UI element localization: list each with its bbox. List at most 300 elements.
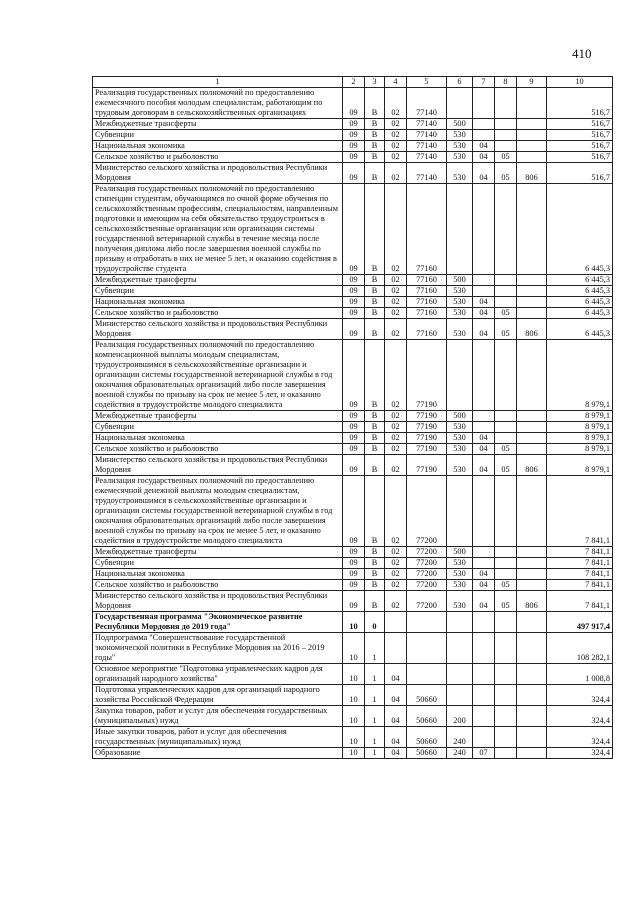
code-cell: 09 — [343, 152, 365, 163]
code-cell — [447, 184, 473, 275]
amount-cell: 497 917,4 — [547, 612, 613, 633]
code-cell: 1 — [365, 685, 385, 706]
code-cell: В — [365, 569, 385, 580]
code-cell: 04 — [385, 748, 407, 759]
code-cell: В — [365, 297, 385, 308]
code-cell: В — [365, 130, 385, 141]
code-cell: 09 — [343, 569, 365, 580]
table-row — [93, 422, 613, 433]
amount-cell: 7 841,1 — [547, 591, 613, 612]
amount-cell: 6 445,3 — [547, 308, 613, 319]
code-cell: 04 — [385, 706, 407, 727]
row-name-cell: Национальная экономика — [93, 141, 343, 152]
row-name-cell: Реализация государственных полномочий по предоставлению стипендии студентам, обучающимся по очной форме обучения по сельскохозяйственным профессиям, специальностям, направленным подготовки и имеющим на себя обязательство трудоустроиться в сельскохозяйственные организации или организации системы государственной ветеринарной службы в течение месяца после получения диплома либо после завершения военной службы по призыву и отработать в них не менее 5 лет, и оказанию содействия в трудоустройстве студента — [93, 184, 343, 275]
code-cell — [495, 612, 517, 633]
code-cell: 77200 — [407, 569, 447, 580]
row-name-cell: Сельское хозяйство и рыболовство — [93, 308, 343, 319]
code-cell: 02 — [385, 547, 407, 558]
amount-cell: 8 979,1 — [547, 340, 613, 411]
code-cell — [517, 633, 547, 664]
amount-cell: 7 841,1 — [547, 476, 613, 547]
table-row — [93, 569, 613, 580]
code-cell: В — [365, 340, 385, 411]
code-cell: 806 — [517, 163, 547, 184]
row-name-cell: Реализация государственных полномочий по предоставлению ежемесячной денежной выплаты молодым специалистам, трудоустроившимся в сельскохозяйственные организации и организации системы государственной ветеринарной службы в год окончания образовательных организаций либо после завершения военной службы по призыву на срок не менее 5 лет, и оказанию содействия в трудоустройстве молодого специалиста — [93, 476, 343, 547]
code-cell: 530 — [447, 152, 473, 163]
code-cell — [473, 685, 495, 706]
code-cell: В — [365, 433, 385, 444]
row-name-cell: Подготовка управленческих кадров для организаций народного хозяйства Российской Федерации — [93, 685, 343, 706]
code-cell — [447, 476, 473, 547]
code-cell: 05 — [495, 308, 517, 319]
amount-cell: 324,4 — [547, 727, 613, 748]
code-cell: 02 — [385, 130, 407, 141]
code-cell: В — [365, 141, 385, 152]
code-cell: 02 — [385, 433, 407, 444]
code-cell: 500 — [447, 119, 473, 130]
code-cell — [495, 141, 517, 152]
code-cell: 09 — [343, 455, 365, 476]
code-cell: 09 — [343, 130, 365, 141]
code-cell: 10 — [343, 706, 365, 727]
code-cell: 530 — [447, 319, 473, 340]
code-cell: 02 — [385, 591, 407, 612]
column-header: 1 — [93, 77, 343, 88]
code-cell — [473, 130, 495, 141]
code-cell: 77160 — [407, 184, 447, 275]
code-cell — [495, 184, 517, 275]
code-cell: 50660 — [407, 748, 447, 759]
code-cell — [517, 444, 547, 455]
code-cell: 77140 — [407, 141, 447, 152]
code-cell: В — [365, 422, 385, 433]
code-cell — [517, 152, 547, 163]
code-cell — [495, 748, 517, 759]
code-cell: 500 — [447, 275, 473, 286]
code-cell: 02 — [385, 275, 407, 286]
table-row — [93, 152, 613, 163]
code-cell — [447, 88, 473, 119]
row-name-cell: Закупка товаров, работ и услуг для обеспечения государственных (муниципальных) нужд — [93, 706, 343, 727]
table-row — [93, 119, 613, 130]
table-row — [93, 476, 613, 547]
amount-cell: 6 445,3 — [547, 297, 613, 308]
amount-cell: 8 979,1 — [547, 422, 613, 433]
code-cell — [517, 422, 547, 433]
code-cell: 530 — [447, 286, 473, 297]
column-header: 3 — [365, 77, 385, 88]
code-cell — [473, 664, 495, 685]
column-header: 5 — [407, 77, 447, 88]
code-cell — [495, 558, 517, 569]
page-number: 410 — [572, 46, 592, 61]
code-cell: 04 — [385, 664, 407, 685]
table-row — [93, 184, 613, 275]
code-cell: В — [365, 558, 385, 569]
code-cell — [495, 411, 517, 422]
code-cell — [473, 340, 495, 411]
table-row — [93, 297, 613, 308]
table-body — [93, 88, 613, 759]
code-cell — [473, 547, 495, 558]
code-cell: 04 — [473, 455, 495, 476]
code-cell: 02 — [385, 422, 407, 433]
code-cell: 09 — [343, 184, 365, 275]
row-name-cell: Основное мероприятие "Подготовка управленческих кадров для организаций народного хозяйства" — [93, 664, 343, 685]
table-row — [93, 275, 613, 286]
code-cell: В — [365, 547, 385, 558]
amount-cell: 8 979,1 — [547, 444, 613, 455]
code-cell: В — [365, 184, 385, 275]
row-name-cell: Подпрограмма "Совершенствование государственной экономической политики в Республике Мордовия на 2016 – 2019 годы" — [93, 633, 343, 664]
code-cell: 806 — [517, 591, 547, 612]
code-cell: 240 — [447, 727, 473, 748]
code-cell — [517, 88, 547, 119]
code-cell — [473, 88, 495, 119]
amount-cell: 324,4 — [547, 685, 613, 706]
code-cell: В — [365, 411, 385, 422]
code-cell — [473, 422, 495, 433]
code-cell: 10 — [343, 664, 365, 685]
column-header: 10 — [547, 77, 613, 88]
table-row — [93, 308, 613, 319]
code-cell — [517, 119, 547, 130]
code-cell: 530 — [447, 141, 473, 152]
code-cell: В — [365, 119, 385, 130]
row-name-cell: Национальная экономика — [93, 569, 343, 580]
code-cell: 77200 — [407, 591, 447, 612]
column-header: 4 — [385, 77, 407, 88]
code-cell: 77140 — [407, 130, 447, 141]
row-name-cell: Министерство сельского хозяйства и продовольствия Республики Мордовия — [93, 455, 343, 476]
column-header: 7 — [473, 77, 495, 88]
table-row — [93, 130, 613, 141]
row-name-cell: Межбюджетные трансферты — [93, 547, 343, 558]
code-cell: 04 — [473, 580, 495, 591]
amount-cell: 516,7 — [547, 130, 613, 141]
code-cell: 09 — [343, 319, 365, 340]
row-name-cell: Национальная экономика — [93, 433, 343, 444]
table-row — [93, 455, 613, 476]
code-cell: В — [365, 591, 385, 612]
code-cell — [495, 664, 517, 685]
code-cell — [447, 633, 473, 664]
code-cell — [495, 297, 517, 308]
code-cell: 1 — [365, 727, 385, 748]
code-cell: 77160 — [407, 286, 447, 297]
code-cell — [495, 422, 517, 433]
amount-cell: 6 445,3 — [547, 184, 613, 275]
code-cell: 530 — [447, 308, 473, 319]
amount-cell: 7 841,1 — [547, 569, 613, 580]
code-cell — [495, 476, 517, 547]
code-cell: 09 — [343, 476, 365, 547]
code-cell — [517, 580, 547, 591]
code-cell: 530 — [447, 558, 473, 569]
amount-cell: 516,7 — [547, 119, 613, 130]
code-cell — [517, 706, 547, 727]
row-name-cell: Субвенции — [93, 286, 343, 297]
row-name-cell: Сельское хозяйство и рыболовство — [93, 444, 343, 455]
code-cell: 02 — [385, 455, 407, 476]
code-cell — [447, 664, 473, 685]
code-cell: 500 — [447, 547, 473, 558]
code-cell: 77200 — [407, 476, 447, 547]
column-header: 9 — [517, 77, 547, 88]
table-row — [93, 580, 613, 591]
table-row — [93, 591, 613, 612]
code-cell: 530 — [447, 444, 473, 455]
code-cell: 05 — [495, 591, 517, 612]
code-cell: 10 — [343, 612, 365, 633]
table-row — [93, 433, 613, 444]
row-name-cell: Субвенции — [93, 130, 343, 141]
code-cell: 50660 — [407, 706, 447, 727]
code-cell: 77140 — [407, 163, 447, 184]
code-cell: 05 — [495, 152, 517, 163]
code-cell — [517, 130, 547, 141]
code-cell: 10 — [343, 748, 365, 759]
code-cell: 77160 — [407, 275, 447, 286]
code-cell: 09 — [343, 308, 365, 319]
code-cell: 530 — [447, 580, 473, 591]
code-cell: 530 — [447, 455, 473, 476]
code-cell: 05 — [495, 319, 517, 340]
code-cell: 04 — [473, 444, 495, 455]
code-cell: В — [365, 163, 385, 184]
code-cell — [473, 612, 495, 633]
code-cell: 09 — [343, 547, 365, 558]
code-cell — [447, 685, 473, 706]
row-name-cell: Реализация государственных полномочий по предоставлению компенсационной выплаты молодым специалистам, трудоустроившимся в сельскохозяйственные организации и организации системы государственной ветеринарной службы в год окончания образовательных организаций либо после завершения военной службы по призыву на срок не менее 5 лет, и оказанию содействия в трудоустройстве молодого специалиста — [93, 340, 343, 411]
row-name-cell: Министерство сельского хозяйства и продовольствия Республики Мордовия — [93, 319, 343, 340]
code-cell: 806 — [517, 455, 547, 476]
code-cell: 50660 — [407, 685, 447, 706]
table-row — [93, 141, 613, 152]
code-cell — [495, 706, 517, 727]
code-cell: 04 — [385, 727, 407, 748]
code-cell: 09 — [343, 558, 365, 569]
amount-cell: 6 445,3 — [547, 275, 613, 286]
amount-cell: 324,4 — [547, 706, 613, 727]
row-name-cell: Межбюджетные трансферты — [93, 411, 343, 422]
column-header: 6 — [447, 77, 473, 88]
code-cell: В — [365, 88, 385, 119]
code-cell: В — [365, 580, 385, 591]
table-row — [93, 547, 613, 558]
code-cell — [473, 119, 495, 130]
code-cell: 200 — [447, 706, 473, 727]
code-cell — [473, 706, 495, 727]
code-cell — [407, 612, 447, 633]
code-cell: 02 — [385, 558, 407, 569]
code-cell — [517, 748, 547, 759]
table-row — [93, 558, 613, 569]
code-cell: 806 — [517, 319, 547, 340]
code-cell — [385, 633, 407, 664]
code-cell: 09 — [343, 591, 365, 612]
code-cell — [517, 612, 547, 633]
amount-cell: 6 445,3 — [547, 286, 613, 297]
code-cell: 09 — [343, 411, 365, 422]
table-row — [93, 411, 613, 422]
row-name-cell: Иные закупки товаров, работ и услуг для обеспечения государственных (муниципальных) нужд — [93, 727, 343, 748]
code-cell: 530 — [447, 297, 473, 308]
code-cell: 77190 — [407, 411, 447, 422]
header-row — [93, 77, 613, 88]
code-cell: 02 — [385, 476, 407, 547]
code-cell: 09 — [343, 297, 365, 308]
table-row — [93, 633, 613, 664]
code-cell — [473, 727, 495, 748]
amount-cell: 8 979,1 — [547, 433, 613, 444]
code-cell: 09 — [343, 163, 365, 184]
code-cell — [473, 286, 495, 297]
code-cell: 50660 — [407, 727, 447, 748]
code-cell — [473, 476, 495, 547]
code-cell — [517, 664, 547, 685]
table-row — [93, 748, 613, 759]
row-name-cell: Межбюджетные трансферты — [93, 275, 343, 286]
code-cell — [517, 569, 547, 580]
code-cell: 02 — [385, 297, 407, 308]
row-name-cell: Реализация государственных полномочий по предоставлению ежемесячного пособия молодым специалистам, работающим по трудовым договорам в сельскохозяйственных организациях — [93, 88, 343, 119]
code-cell — [473, 558, 495, 569]
code-cell — [407, 664, 447, 685]
table-row — [93, 664, 613, 685]
code-cell: 77200 — [407, 558, 447, 569]
code-cell — [517, 411, 547, 422]
amount-cell: 8 979,1 — [547, 411, 613, 422]
code-cell: 04 — [473, 152, 495, 163]
amount-cell: 516,7 — [547, 163, 613, 184]
code-cell: 02 — [385, 184, 407, 275]
row-name-cell: Образование — [93, 748, 343, 759]
code-cell: 530 — [447, 591, 473, 612]
code-cell — [447, 340, 473, 411]
code-cell: 77190 — [407, 422, 447, 433]
row-name-cell: Субвенции — [93, 422, 343, 433]
code-cell: В — [365, 476, 385, 547]
row-name-cell: Министерство сельского хозяйства и продовольствия Республики Мордовия — [93, 591, 343, 612]
code-cell: 05 — [495, 163, 517, 184]
code-cell: 09 — [343, 433, 365, 444]
code-cell: 02 — [385, 286, 407, 297]
code-cell — [517, 275, 547, 286]
code-cell: 77140 — [407, 152, 447, 163]
code-cell: 04 — [473, 591, 495, 612]
code-cell — [495, 88, 517, 119]
code-cell: 530 — [447, 163, 473, 184]
column-header: 2 — [343, 77, 365, 88]
code-cell — [517, 286, 547, 297]
code-cell: 77160 — [407, 319, 447, 340]
row-name-cell: Национальная экономика — [93, 297, 343, 308]
code-cell — [473, 411, 495, 422]
amount-cell: 7 841,1 — [547, 547, 613, 558]
code-cell — [495, 275, 517, 286]
code-cell — [495, 633, 517, 664]
code-cell: 05 — [495, 580, 517, 591]
code-cell — [517, 308, 547, 319]
row-name-cell: Сельское хозяйство и рыболовство — [93, 152, 343, 163]
code-cell: 240 — [447, 748, 473, 759]
code-cell: 04 — [473, 141, 495, 152]
amount-cell: 324,4 — [547, 748, 613, 759]
code-cell: 10 — [343, 633, 365, 664]
table-row — [93, 706, 613, 727]
code-cell: 09 — [343, 141, 365, 152]
amount-cell: 6 445,3 — [547, 319, 613, 340]
code-cell — [517, 297, 547, 308]
code-cell: В — [365, 444, 385, 455]
table-row — [93, 319, 613, 340]
code-cell: 04 — [473, 319, 495, 340]
code-cell: 77140 — [407, 88, 447, 119]
code-cell: 77190 — [407, 455, 447, 476]
code-cell: 02 — [385, 163, 407, 184]
code-cell: 77190 — [407, 433, 447, 444]
code-cell: В — [365, 286, 385, 297]
code-cell: 05 — [495, 455, 517, 476]
amount-cell: 1 008,8 — [547, 664, 613, 685]
code-cell: 02 — [385, 119, 407, 130]
code-cell — [517, 433, 547, 444]
code-cell: 530 — [447, 433, 473, 444]
code-cell: 1 — [365, 706, 385, 727]
code-cell: 530 — [447, 422, 473, 433]
code-cell — [517, 727, 547, 748]
code-cell: 04 — [385, 685, 407, 706]
code-cell: 10 — [343, 727, 365, 748]
code-cell: В — [365, 308, 385, 319]
amount-cell: 516,7 — [547, 152, 613, 163]
amount-cell: 516,7 — [547, 141, 613, 152]
code-cell: 05 — [495, 444, 517, 455]
code-cell: 02 — [385, 340, 407, 411]
code-cell — [517, 685, 547, 706]
code-cell — [473, 633, 495, 664]
column-header: 8 — [495, 77, 517, 88]
row-name-cell: Субвенции — [93, 558, 343, 569]
code-cell: 02 — [385, 580, 407, 591]
code-cell: 04 — [473, 433, 495, 444]
budget-table — [92, 76, 613, 759]
table-row — [93, 163, 613, 184]
code-cell: 77160 — [407, 308, 447, 319]
table-row — [93, 340, 613, 411]
code-cell: 09 — [343, 422, 365, 433]
code-cell — [495, 340, 517, 411]
code-cell: 530 — [447, 569, 473, 580]
code-cell — [517, 558, 547, 569]
amount-cell: 7 841,1 — [547, 558, 613, 569]
code-cell: 77200 — [407, 580, 447, 591]
code-cell: 02 — [385, 88, 407, 119]
code-cell: 09 — [343, 88, 365, 119]
amount-cell: 108 282,1 — [547, 633, 613, 664]
code-cell: 02 — [385, 141, 407, 152]
code-cell — [517, 547, 547, 558]
code-cell: В — [365, 319, 385, 340]
code-cell: 09 — [343, 580, 365, 591]
code-cell — [495, 727, 517, 748]
code-cell: 04 — [473, 297, 495, 308]
code-cell: 02 — [385, 411, 407, 422]
row-name-cell: Государственная программа "Экономическое развитие Республики Мордовия до 2019 года" — [93, 612, 343, 633]
code-cell: 09 — [343, 119, 365, 130]
code-cell — [495, 130, 517, 141]
